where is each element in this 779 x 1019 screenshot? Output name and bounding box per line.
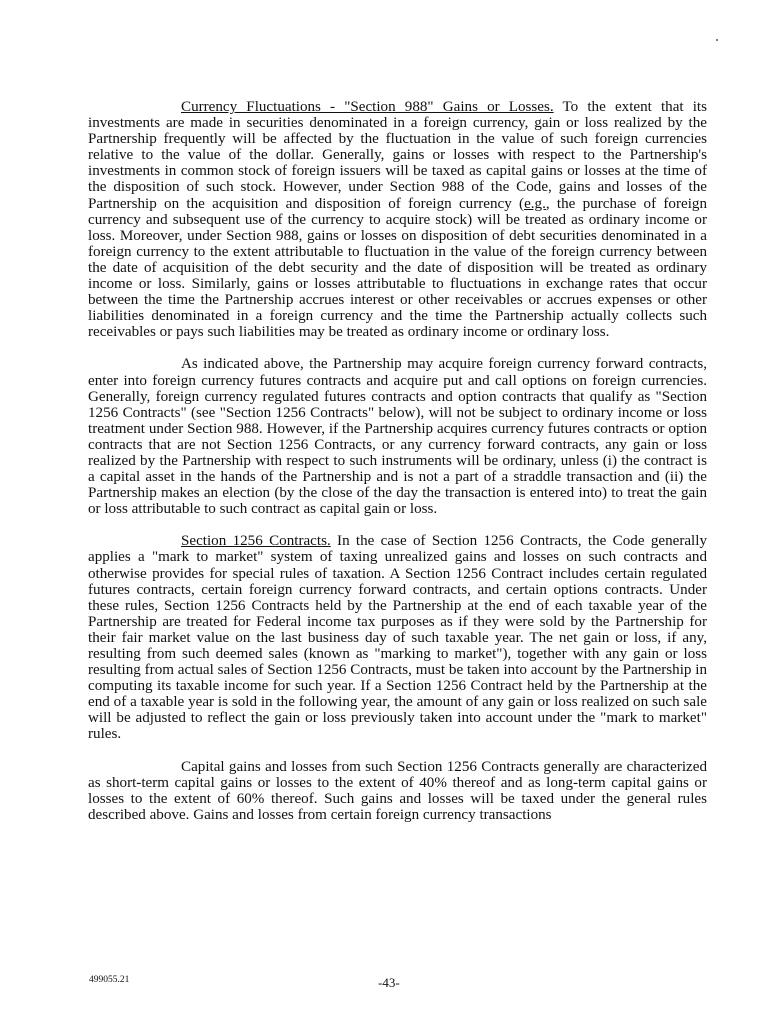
document-id: 499055.21	[89, 975, 130, 985]
page-number: -43-	[378, 975, 400, 990]
paragraph-section-1256	[88, 533, 707, 742]
section-heading-1256: Section 1256 Contracts.	[181, 533, 331, 550]
paragraph-section-988	[88, 99, 707, 340]
section-heading-988: Currency Fluctuations - "Section 988" Gains or Losses.	[181, 99, 554, 115]
paragraph-text: To the extent that its investments are made in securities denominated in a foreign currency, gain or loss realized by the Partnership frequently will be affected by the fluctuation in the value of such foreign currencies relative to the value of the dollar. Generally, gains or losses with respect to the Partnership's investments in common stock of foreign issuers will be taxed as capital gains or losses at the time of the disposition of such stock. However, under Section 988 of the Code, gains and losses of the Partnership on the acquisition and disposition of foreign currency (	[88, 99, 707, 212]
paragraph-text: In the case of Section 1256 Contracts, the Code generally applies a "mark to market" system of taxing unrealized gains and losses on such contracts and otherwise provides for special rules of taxation. A Section 1256 Contract includes certain regulated futures contracts, certain foreign currency forward contracts, and certain options contracts. Under these rules, Section 1256 Contracts held by the Partnership at the end of each taxable year of the Partnership are treated for Federal income tax purposes as if they were sold by the Partnership for their fair market value on the last business day of such taxable year. The net gain or loss, if any, resulting from such deemed sales (known as "marking to market"), together with any gain or loss resulting from actual sales of Section 1256 Contracts, must be taken into account by the Partnership in computing its taxable income for such year. If a Section 1256 Contract held by the Partnership at the end of a taxable year is sold in the following year, the amount of any gain or loss realized on such sale will be adjusted to reflect the gain or loss previously taken into account under the "mark to market" rules.	[88, 533, 707, 743]
paragraph-forward-contracts	[88, 356, 707, 517]
eg-abbreviation: e.g.	[524, 195, 546, 212]
paragraph-text: Capital gains and losses from such Section 1256 Contracts generally are characterized as short-term capital gains or losses to the extent of 40% thereof and as long-term capital gains or losses to the extent of 60% thereof. Such gains and losses will be taxed under the general rules described above. Gains and losses from certain foreign currency transactions	[88, 758, 707, 823]
paragraph-capital-gains	[88, 759, 707, 823]
body-text	[88, 99, 707, 839]
paragraph-text: As indicated above, the Partnership may acquire foreign currency forward contracts, enter into foreign currency futures contracts and acquire put and call options on foreign currencies. Generally, foreign currency regulated futures contracts and option contracts that qualify as "Section 1256 Contracts" (see "Section 1256 Contracts" below), will not be subject to ordinary income or loss treatment under Section 988. However, if the Partnership acquires currency futures contracts or option contracts that are not Section 1256 Contracts, or any currency forward contracts, any gain or loss realized by the Partnership with respect to such instruments will be ordinary, unless (i) the contract is a capital asset in the hands of the Partnership and is not a part of a straddle transaction and (ii) the Partnership makes an election (by the close of the day the transaction is entered into) to treat the gain or loss attributable to such contract as capital gain or loss.	[88, 356, 707, 518]
scan-speck	[716, 39, 718, 41]
paragraph-text: , the purchase of foreign currency and subsequent use of the currency to acquire stock) will be treated as ordinary income or loss. Moreover, under Section 988, gains or losses on disposition of debt securities denominated in a foreign currency to the extent attributable to fluctuation in the value of the foreign currency between the date of acquisition of the debt security and the date of disposition will be treated as ordinary income or loss. Similarly, gains or losses attributable to fluctuations in exchange rates that occur between the time the Partnership accrues interest or other receivables or accrues expenses or other liabilities denominated in a foreign currency and the time the Partnership actually collects such receivables or pays such liabilities may be treated as ordinary income or ordinary loss.	[88, 195, 707, 341]
